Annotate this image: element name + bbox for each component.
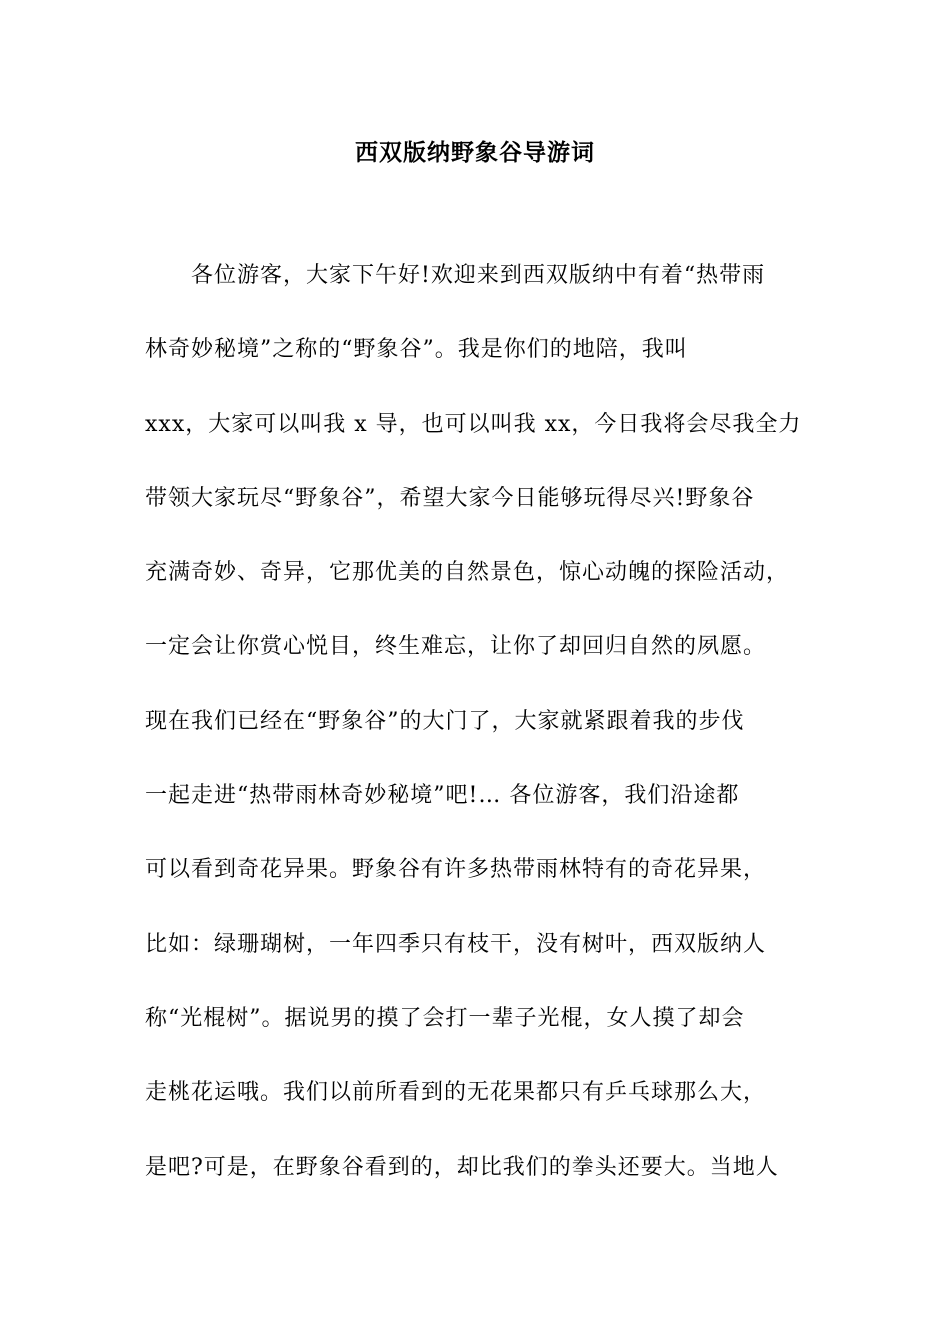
body-line: 充满奇妙、奇异，它那优美的自然景色，惊心动魄的探险活动， xyxy=(145,560,790,586)
body-line: 林奇妙秘境”之称的“野象谷”。我是你们的地陪，我叫 xyxy=(145,337,688,363)
body-line: 现在我们已经在“野象谷”的大门了，大家就紧跟着我的步伐 xyxy=(145,708,745,734)
body-line: 一起走进“热带雨林奇妙秘境”吧!… 各位游客，我们沿途都 xyxy=(145,783,740,809)
body-line: 是吧?可是，在野象谷看到的，却比我们的拳头还要大。当地人 xyxy=(145,1154,779,1180)
body-line: 称“光棍树”。据说男的摸了会打一辈子光棍，女人摸了却会 xyxy=(145,1005,745,1031)
body-line: 可以看到奇花异果。野象谷有许多热带雨林特有的奇花异果， xyxy=(145,857,767,883)
body-line: 比如：绿珊瑚树，一年四季只有枝干，没有树叶，西双版纳人 xyxy=(145,931,767,957)
body-line: 一定会让你赏心悦目，终生难忘，让你了却回归自然的夙愿。 xyxy=(145,634,767,660)
body-line: xxx，大家可以叫我 x 导，也可以叫我 xx，今日我将会尽我全力 xyxy=(145,411,802,437)
body-line: 带领大家玩尽“野象谷”，希望大家今日能够玩得尽兴!野象谷 xyxy=(145,485,755,511)
body-line: 走桃花运哦。我们以前所看到的无花果都只有乒乓球那么大， xyxy=(145,1080,767,1106)
document-body xyxy=(145,256,835,1222)
body-line: 各位游客，大家下午好!欢迎来到西双版纳中有着“热带雨 xyxy=(191,263,766,288)
document-title: 西双版纳野象谷导游词 xyxy=(355,140,595,166)
